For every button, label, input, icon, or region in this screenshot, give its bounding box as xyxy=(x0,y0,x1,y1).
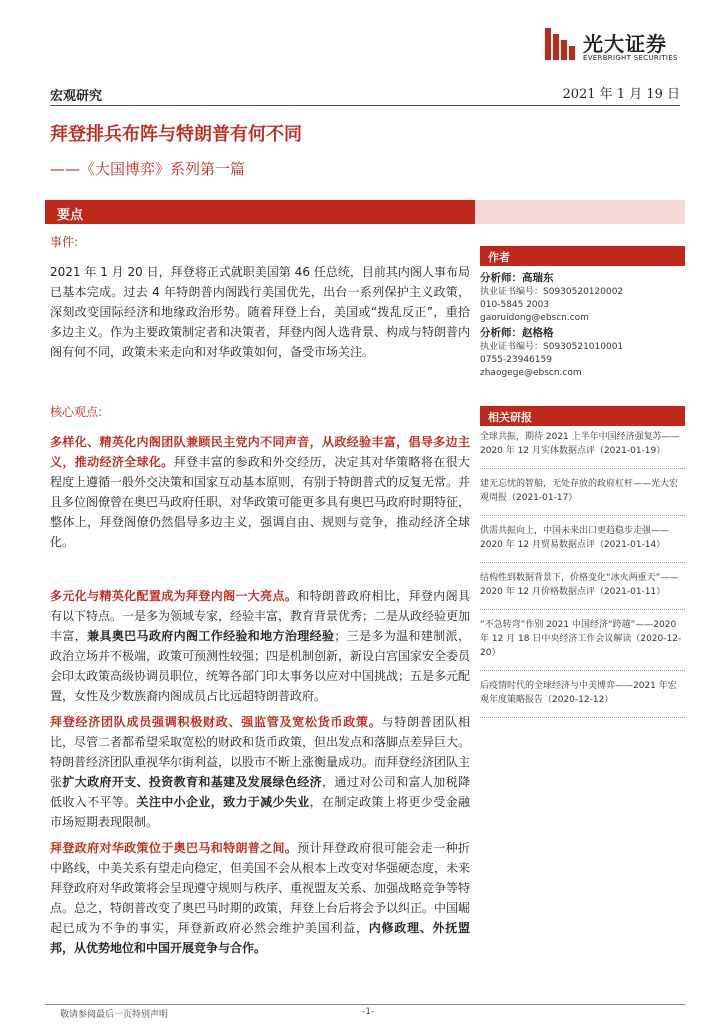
footer-divider xyxy=(45,1004,685,1005)
related-research-item[interactable]: “不急转弯”作别 2021 中国经济“跨越”——2020 年 12 月 18 日中央经济工作会议解读（2020-12-20） xyxy=(480,618,685,671)
related-research-item[interactable]: 后疫情时代的全球经济与中美博弈——2021 年宏观年度策略报告（2020-12-12） xyxy=(480,679,685,718)
analyst-email[interactable]: zhaogege@ebscn.com xyxy=(480,368,582,378)
header-divider xyxy=(50,105,680,106)
analyst-phone: 0755-23946159 xyxy=(480,355,552,365)
core-p1-highlight: 多样化、精英化内阁团队兼顾民主党内不同声音，从政经验丰富，倡导多边主义，推动经济全球化。 xyxy=(50,435,470,469)
core-p2-bold: 兼具奥巴马政府内阁工作经验和地方治理经验 xyxy=(87,629,335,643)
report-category: 宏观研究 xyxy=(50,89,103,104)
sidebar-band xyxy=(475,200,685,224)
related-research-item[interactable]: 建无忘忧的智船，无处存放的政府杠杆——光大宏观周报（2021-01-17） xyxy=(480,477,685,516)
page-number: -1- xyxy=(362,1007,375,1017)
analyst-email[interactable]: gaoruidong@ebscn.com xyxy=(480,313,589,323)
page-title: 拜登排兵布阵与特朗普有何不同 xyxy=(50,124,302,145)
event-label: 事件: xyxy=(50,235,79,249)
core-p1-text: 拜登丰富的参政和外交经历，决定其对华策略将在很大程度上遵循一般外交决策和国家互动基本原则，有别于特朗普式的反复无常。并且多位阁僚曾在奥巴马政府任职，对华政策可能更多具有奥巴马政府时期特征，整体上，拜登阁僚仍然倡导多边主义，强调自由、规则与竞争，推动经济全球化。 xyxy=(50,455,471,549)
core-p2-text-c: ；三是多为温和建制派，政治立场并不极端，政策可预测性较强；四是机制创新，新设白宫国家安全委员会印太政策高级协调员职位，统筹各部门印太事务以应对中国挑战；五是多元配置，女性及少数族裔内阁成员占比远超特朗普政府。 xyxy=(50,629,471,703)
core-p3-bold-1: 扩大政府开支、投资教育和基建及发展绿色经济 xyxy=(62,775,322,789)
core-label: 核心观点: xyxy=(50,405,103,419)
analyst-card xyxy=(480,325,685,380)
related-research-item[interactable]: 结构性到数据背景下，价格变化“冰火两重天”——2020 年 12 月价格数据点评（2021-01-11） xyxy=(480,571,685,610)
core-p2-highlight: 多元化与精英化配置成为拜登内阁一大亮点。 xyxy=(50,589,298,603)
event-paragraph: 2021 年 1 月 20 日，拜登将正式就职美国第 46 任总统，目前其内阁人事布局已基本完成。过去 4 年特朗普内阁践行美国优先，出台一系列保护主义政策，深刻改变国际经济和地缘政治形势。随着拜登上台，美国或“拨乱反正”，重拾多边主义。作为主要政策制定者和决策者，拜登内阁人选背景、构成与特朗普内阁有何不同，政策未来走向和对华政策如何，备受市场关注。 xyxy=(50,265,471,359)
related-research-label: 相关研报 xyxy=(488,411,532,424)
main-content xyxy=(50,230,470,958)
analyst-name: 分析师：高瑞东 xyxy=(480,272,554,284)
analyst-cert: 执业证书编号：S0930521010001 xyxy=(480,342,624,352)
summary-band-label: 要点 xyxy=(57,208,84,223)
core-p4-bold: 内修政理、外抚盟邦，从优势地位和中国开展竞争与合作。 xyxy=(50,921,470,955)
core-paragraph-3 xyxy=(50,712,470,832)
analyst-cert: 执业证书编号：S0930520120002 xyxy=(480,287,624,297)
related-research-item[interactable]: 供需共振向上，中国未来出口更趋稳步走强——2020 年 12 月贸易数据点评（2021-01-14） xyxy=(480,524,685,563)
report-date: 2021 年 1 月 19 日 xyxy=(562,87,680,102)
authors-band xyxy=(480,246,685,266)
footer-disclaimer: 敬请参阅最后一页特别声明 xyxy=(60,1010,169,1020)
brand-name-cn: 光大证券 xyxy=(583,32,667,56)
page-subtitle: ——《大国博弈》系列第一篇 xyxy=(50,160,246,178)
core-p4-highlight: 拜登政府对华政策位于奥巴马和特朗普之间。 xyxy=(50,841,298,855)
everbright-logo-icon xyxy=(545,26,575,62)
brand-logo xyxy=(545,22,705,70)
core-p3-bold-2: 关注中小企业，致力于减少失业 xyxy=(136,795,310,809)
related-research-list xyxy=(480,430,685,726)
analyst-phone: 010-5845 2003 xyxy=(480,300,550,310)
core-p3-highlight: 拜登经济团队成员强调积极财政、强监管及宽松货币政策。 xyxy=(50,715,382,729)
brand-name-en: EVERBRIGHT SECURITIES xyxy=(583,54,678,62)
core-p4-text-a: 预计拜登政府很可能会走一种折中路线，中美关系有望走向稳定，但美国不会从根本上改变对华强硬态度，未来拜登政府对华政策将会呈现遵守规则与秩序、重视盟友关系、加强战略竞争等特点。总之，特朗普改变了奥巴马时期的政策，拜登上台后将会予以纠正。中国崛起已成为不争的事实，拜登新政府必然会维护美国利益， xyxy=(50,841,471,935)
core-paragraph-4 xyxy=(50,838,470,958)
authors-band-label: 作者 xyxy=(488,251,510,264)
core-paragraph-2 xyxy=(50,586,470,706)
related-research-item[interactable]: 全球共振，期待 2021 上半年中国经济强复苏——2020 年 12 月实体数据点评（2021-01-19） xyxy=(480,430,685,469)
core-p3-text-e: ，在制定政策上将更少受金融市场短期表现限制。 xyxy=(50,795,470,829)
analyst-name: 分析师：赵格格 xyxy=(480,327,554,339)
core-p3-text-c: ，通过对公司和富人加税降低收入不平等。 xyxy=(50,775,470,809)
analyst-card xyxy=(480,270,685,325)
core-p2-text-a: 和特朗普政府相比，拜登内阁具有以下特点。一是多为领域专家，经验丰富，教育背景优秀；二是从政经验更加丰富， xyxy=(50,589,471,643)
core-paragraph-1 xyxy=(50,432,470,552)
related-research-band xyxy=(480,406,685,426)
core-p3-text-a: 与特朗普团队相比，尽管二者都希望采取宽松的财政和货币政策，但出发点和落脚点差异巨大。特朗普经济团队重视华尔街利益，以股市不断上涨衡量成功。而拜登经济团队主张 xyxy=(50,715,471,789)
summary-band xyxy=(45,200,475,224)
